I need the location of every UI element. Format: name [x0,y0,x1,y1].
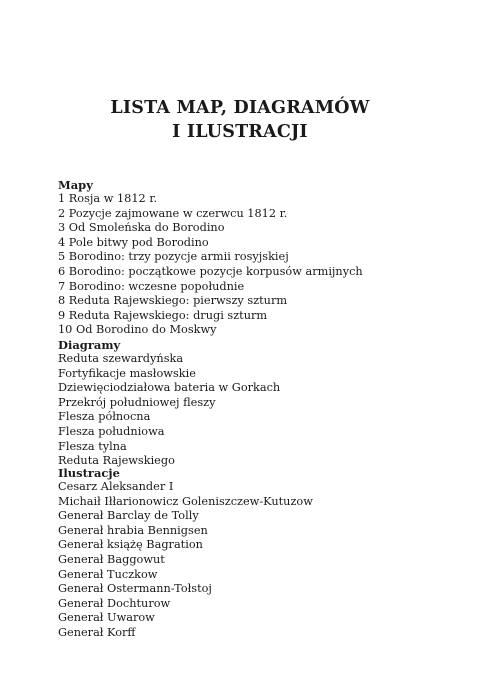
list-item: Flesza tylna [58,439,127,453]
list-item: 5 Borodino: trzy pozycje armii rosyjskiej [58,250,289,264]
list-item: Przekrój południowej fleszy [58,395,216,409]
list-item: Flesza południowa [58,424,165,438]
section-heading-maps: Mapy [58,178,93,192]
section-diagrams [58,338,458,469]
list-item: 2 Pozycje zajmowane w czerwcu 1812 r. [58,206,288,220]
list-item: Generał Uwarow [58,611,155,625]
list-item: Generał Baggowut [58,552,165,566]
list-item: Reduta szewardyńska [58,352,184,365]
section-illustrations [58,466,458,641]
list-item: Flesza północna [58,410,151,424]
list-illustrations [58,480,458,641]
list-maps [58,192,458,338]
section-maps [58,178,458,338]
list-item: Michaił Iłłarionowicz Goleniszczew-Kutuzow [58,494,313,508]
list-diagrams [58,352,458,469]
list-item: Reduta Rajewskiego [58,454,175,468]
list-item: 9 Reduta Rajewskiego: drugi szturm [58,308,268,322]
list-item: Generał hrabia Bennigsen [58,523,208,537]
list-item: Fortyfikacje masłowskie [58,366,196,380]
list-item: 8 Reduta Rajewskiego: pierwszy szturm [58,294,288,308]
list-item: Generał Barclay de Tolly [58,509,199,523]
list-item: 1 Rosja w 1812 r. [58,192,158,205]
list-item: Generał Tuczkow [58,567,158,581]
list-item: 7 Borodino: wczesne popołudnie [58,279,245,293]
list-item: Generał Korff [58,625,136,639]
list-item: 4 Pole bitwy pod Borodino [58,235,209,249]
list-item: Cesarz Aleksander I [58,480,174,493]
list-item: Generał Dochturow [58,596,171,610]
page-title [0,96,480,144]
section-heading-diagrams: Diagramy [58,338,121,352]
list-item: Dziewięciodziałowa bateria w Gorkach [58,381,281,395]
list-item: 10 Od Borodino do Moskwy [58,323,217,337]
section-heading-illustrations: Ilustracje [58,466,120,480]
page-title-line-1: LISTA MAP, DIAGRAMÓW [110,98,370,118]
list-item: Generał książę Bagration [58,538,203,552]
list-item: 6 Borodino: początkowe pozycje korpusów armijnych [58,264,363,278]
page-title-line-2: I ILUSTRACJI [172,122,308,142]
list-item: 3 Od Smoleńska do Borodino [58,221,225,235]
list-item: Generał Ostermann-Tołstoj [58,582,212,596]
